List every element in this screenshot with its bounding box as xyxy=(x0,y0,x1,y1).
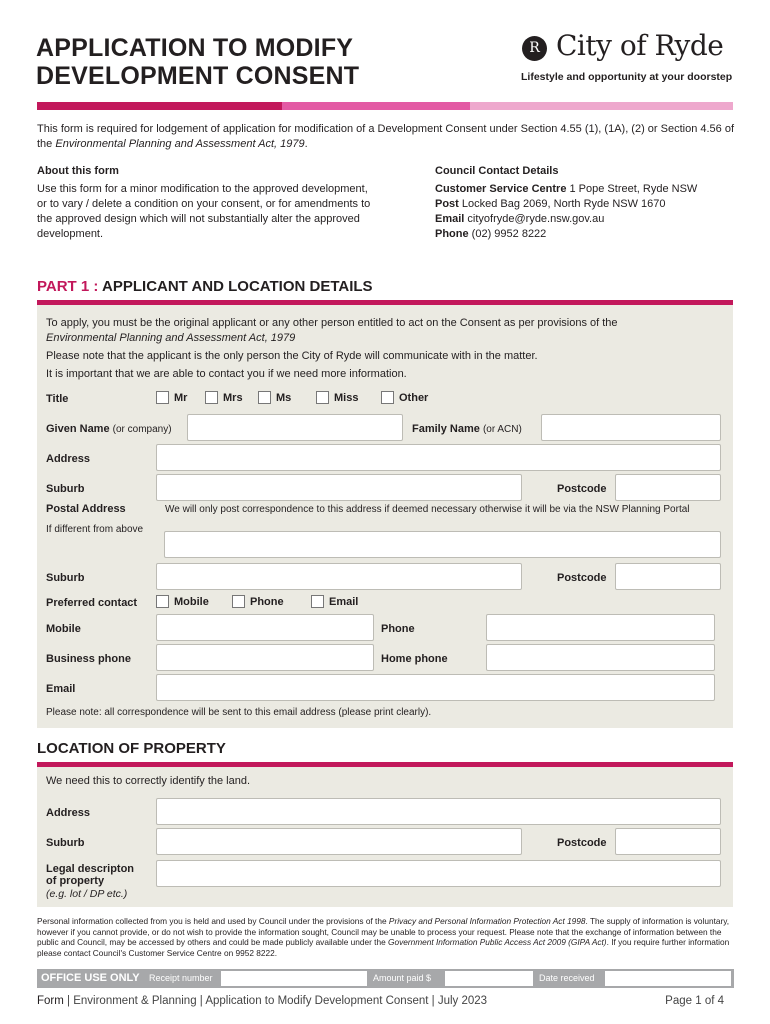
contact-post: Post Locked Bag 2069, North Ryde NSW 1670 xyxy=(435,198,666,210)
business-phone-input[interactable] xyxy=(156,644,374,671)
postal-address-note: If different from above xyxy=(46,524,144,535)
location-postcode-label: Postcode xyxy=(557,837,607,849)
contact-section xyxy=(435,165,735,242)
receipt-number-label: Receipt number xyxy=(149,973,213,983)
amount-paid-label: Amount paid $ xyxy=(373,973,432,983)
title-option-label: Mr xyxy=(174,392,188,404)
address-input[interactable] xyxy=(156,444,721,471)
page-number: Page 1 of 4 xyxy=(665,995,724,1007)
suburb-label: Suburb xyxy=(46,483,85,495)
legal-description-input[interactable] xyxy=(156,860,721,887)
contact-option-label: Phone xyxy=(250,596,284,608)
email-input[interactable] xyxy=(156,674,715,701)
business-phone-label: Business phone xyxy=(46,653,131,665)
location-panel xyxy=(37,767,733,907)
about-section xyxy=(37,165,377,242)
mobile-input[interactable] xyxy=(156,614,374,641)
legal-description-label: Legal descripton of property (e.g. lot / DP etc.) xyxy=(46,863,135,900)
email-label: Email xyxy=(46,683,76,695)
part1-panel: To apply, you must be the original applicant or any other person entitled to act on the Consent as per provisions of the Environmental Planning and Assessment Act, 1979 Please note that the applicant is the only person the City of Ryde will communicate with in the matter. It is important that we are able to contact you if we need more information. Title Mr Mrs Ms Miss Other Given Name (or company) Family Name (or ACN) Address Suburb Postcode Postal Address If different from above We will only post correspondence to this address if deemed necessary otherwise it will be via the NSW Planning Portal Suburb Postcode Preferred contact Mobile Phone Email Mobile Phone Business phone Home phone Email Please note: all correspondence will be sent to this email address (please print clearly). xyxy=(37,305,733,728)
contact-phone-checkbox[interactable] xyxy=(232,595,245,608)
contact-option-label: Email xyxy=(329,596,359,608)
location-suburb-label: Suburb xyxy=(46,837,85,849)
home-phone-label: Home phone xyxy=(381,653,448,665)
contact-option-label: Mobile xyxy=(174,596,209,608)
postal-address-input[interactable] xyxy=(164,531,721,558)
part1-heading: PART 1 : APPLICANT AND LOCATION DETAILS xyxy=(37,278,373,295)
amount-paid-field[interactable] xyxy=(445,971,533,986)
title-mrs-checkbox[interactable] xyxy=(205,391,218,404)
date-received-field[interactable] xyxy=(605,971,731,986)
postal-postcode-label: Postcode xyxy=(557,572,607,584)
logo-mark: R xyxy=(522,36,547,61)
contact-mobile-checkbox[interactable] xyxy=(156,595,169,608)
contact-email: Email cityofryde@ryde.nsw.gov.au xyxy=(435,213,605,225)
office-use-bar xyxy=(37,969,734,988)
contact-email-checkbox[interactable] xyxy=(311,595,324,608)
family-name-label: Family Name (or ACN) xyxy=(412,423,522,435)
header-bar-magenta xyxy=(37,102,282,110)
postal-suburb-label: Suburb xyxy=(46,572,85,584)
suburb-input[interactable] xyxy=(156,474,522,501)
phone-label: Phone xyxy=(381,623,415,635)
title-miss-checkbox[interactable] xyxy=(316,391,329,404)
privacy-notice: Personal information collected from you is held and used by Council under the provisions of the Privacy and Personal Information Protection Act 1998. The supply of information is voluntary, however if you cannot provide, or do not wish to provide the information sought, Council may be unable to process your request. Please note that the exchange of information between the public and Council, may be accessed by others and could be made publicly available under the Government Information Public Access Act 2009 (GIPA Act). If you require further information please contact Council's Customer Service Centre on 9952 8222. xyxy=(37,916,730,958)
intro-text: This form is required for lodgement of application for modification of a Development Consent under Section 4.55 (1), (1A), (2) or Section 4.56 of the Environmental Planning and Assessment Act, 1979. xyxy=(37,123,735,150)
postal-address-label: Postal Address xyxy=(46,503,126,515)
header-bar-light-pink xyxy=(470,102,733,110)
home-phone-input[interactable] xyxy=(486,644,715,671)
city-of-ryde-logo xyxy=(520,29,735,88)
receipt-number-field[interactable] xyxy=(221,971,367,986)
address-label: Address xyxy=(46,453,91,465)
contact-heading: Council Contact Details xyxy=(435,165,559,177)
title-other-checkbox[interactable] xyxy=(381,391,394,404)
title-option-label: Mrs xyxy=(223,392,243,404)
location-suburb-input[interactable] xyxy=(156,828,522,855)
postal-postcode-input[interactable] xyxy=(615,563,721,590)
given-name-input[interactable] xyxy=(187,414,403,441)
date-received-label: Date received xyxy=(539,973,595,983)
location-heading: LOCATION OF PROPERTY xyxy=(37,740,226,757)
contact-phone: Phone (02) 9952 8222 xyxy=(435,228,547,240)
title-option-label: Ms xyxy=(276,392,292,404)
preferred-contact-label: Preferred contact xyxy=(46,597,138,609)
location-intro: We need this to correctly identify the land. xyxy=(46,775,251,787)
contact-csc: Customer Service Centre 1 Pope Street, Ryde NSW xyxy=(435,183,698,195)
location-address-input[interactable] xyxy=(156,798,721,825)
logo-tagline: Lifestyle and opportunity at your doorstep xyxy=(521,71,733,83)
about-heading: About this form xyxy=(37,165,119,177)
header-bar-pink xyxy=(282,102,470,110)
phone-input[interactable] xyxy=(486,614,715,641)
title-option-label: Miss xyxy=(334,392,359,404)
office-use-label: OFFICE USE ONLY xyxy=(41,972,140,984)
page-title: APPLICATION TO MODIFY DEVELOPMENT CONSENT xyxy=(36,34,360,90)
location-address-label: Address xyxy=(46,807,91,819)
given-name-label: Given Name (or company) xyxy=(46,423,172,435)
title-label: Title xyxy=(46,393,69,405)
title-mr-checkbox[interactable] xyxy=(156,391,169,404)
footer-text: Form | Environment & Planning | Application to Modify Development Consent | July 2023 xyxy=(37,995,488,1007)
title-ms-checkbox[interactable] xyxy=(258,391,271,404)
title-option-label: Other xyxy=(399,392,429,404)
postcode-input[interactable] xyxy=(615,474,721,501)
postal-info: We will only post correspondence to this address if deemed necessary otherwise it will be via the NSW Planning Portal xyxy=(165,504,690,515)
postcode-label: Postcode xyxy=(557,483,607,495)
postal-suburb-input[interactable] xyxy=(156,563,522,590)
location-postcode-input[interactable] xyxy=(615,828,721,855)
mobile-label: Mobile xyxy=(46,623,81,635)
about-body: Use this form for a minor modification to the approved development, or to vary / delete a condition on your consent, or for amendments to the approved design which will not substantially alter the approved development. xyxy=(37,183,371,240)
email-note: Please note: all correspondence will be sent to this email address (please print clearly). xyxy=(46,707,432,718)
logo-name: City of Ryde xyxy=(556,29,724,62)
family-name-input[interactable] xyxy=(541,414,721,441)
